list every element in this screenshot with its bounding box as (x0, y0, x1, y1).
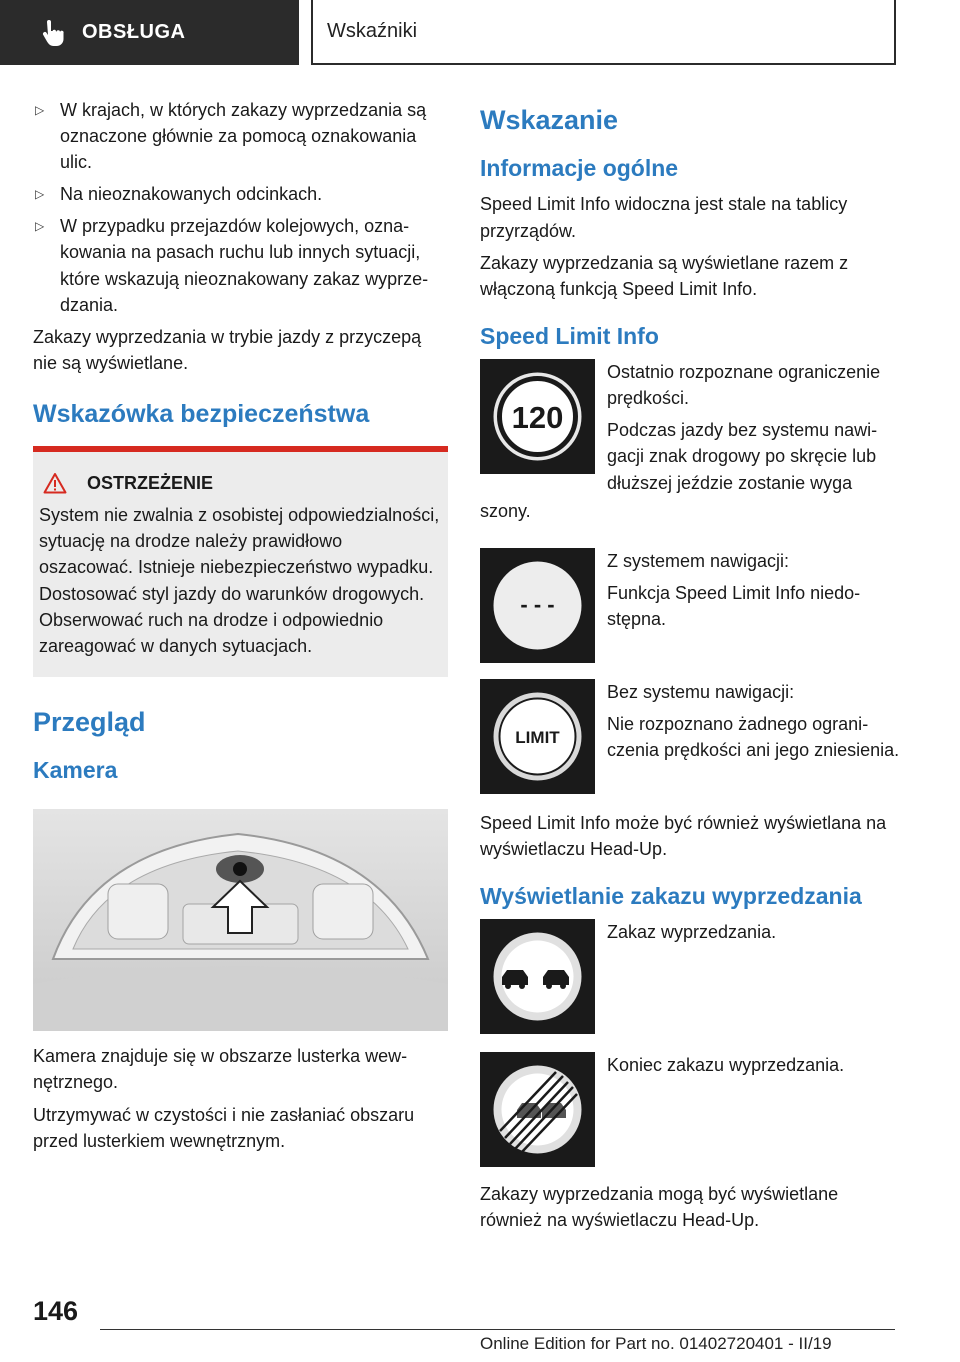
chapter-header (311, 0, 896, 65)
trailer-note: Zakazy wyprzedzania w trybie jazdy z przyczepą nie są wyświetlane. (33, 326, 422, 373)
general-heading: Informacje ogólne (480, 155, 679, 182)
general-text: Zakazy wyprzedzania są wyświetlane razem z włączoną funkcją Speed Limit Info. (480, 252, 849, 299)
left-column (33, 97, 448, 1160)
section-title: OBSŁUGA (82, 21, 186, 43)
camera-heading: Kamera (33, 756, 118, 783)
camera-text: Utrzymywać w czystości i nie zasłaniać obszaru przed lusterkiem wewnętrznym. (33, 1104, 415, 1151)
sign-row (480, 359, 900, 501)
triangle-bullet-icon: ▷ (35, 187, 45, 202)
chapter-title: Wskaźniki (327, 20, 418, 42)
triangle-bullet-icon: ▷ (35, 103, 45, 117)
right-column (480, 97, 900, 1239)
list-item: ▷ W przypadku przejazdów kolejowych, oznakowania na pasach ruchu lub innych sytuacji, które wskazują nieoznakowany zakaz wyprzedzania. (35, 216, 429, 315)
sli-heading: Speed Limit Info (480, 322, 659, 349)
sign-description: Funkcja Speed Limit Info niedostępna. (607, 582, 861, 629)
sign-description: Bez systemu nawigacji: (607, 681, 795, 702)
sign-row (480, 679, 900, 794)
list-item: ▷ Na nieoznakowanych odcinkach. (35, 184, 323, 205)
warning-box (33, 446, 448, 677)
warning-text: System nie zwalnia z osobistej odpowiedzialności, sytuację na drodze należy prawidłowo oszacować. Istnieje niebezpieczeństwo wypadku. Dostosować styl jazdy do warunków drogowych. Obserwować ruch na drodze i odpowiednio zareagować w danych sytuacjach. (39, 505, 440, 656)
speed-limit-none-sign (480, 679, 595, 794)
hud-note: Speed Limit Info może być również wyświetlana na wyświetlaczu Head-Up. (480, 812, 887, 859)
nopass-hud-note: Zakazy wyprzedzania mogą być wyświetlane również na wyświetlaczu Head-Up. (480, 1184, 839, 1231)
footer-edition: Online Edition for Part no. 01402720401 - II/19 (480, 1334, 832, 1353)
sign-value: - - - (520, 591, 555, 617)
camera-text: Kamera znajduje się w obszarze lusterka wewnętrznego. (33, 1046, 408, 1093)
footer-divider (100, 1329, 895, 1330)
triangle-bullet-icon: ▷ (35, 219, 45, 234)
sign-description: Nie rozpoznano żadnego ograniczenia prędkości ani jego zniesienia. (607, 713, 900, 760)
sign-value: LIMIT (515, 727, 560, 747)
sign-row (480, 1052, 900, 1167)
nopass-heading: Wyświetlanie zakazu wyprzedzania (480, 882, 862, 909)
general-text: Speed Limit Info widoczna jest stale na tablicy przyrządów. (480, 194, 848, 241)
section-tab[interactable] (0, 0, 299, 65)
warning-triangle-icon (43, 472, 67, 494)
end-no-overtaking-sign (480, 1052, 595, 1167)
sign-row (480, 919, 900, 1034)
sign-description-continued: szony. (480, 500, 531, 521)
speed-limit-unavailable-sign (480, 548, 595, 663)
warning-title: OSTRZEŻENIE (39, 470, 440, 496)
speed-limit-120-sign (480, 359, 595, 474)
camera-location-image (33, 809, 448, 1031)
sign-description: Ostatnio rozpoznane ograniczenie prędkości. (607, 362, 881, 409)
hand-pointer-icon (36, 18, 66, 48)
sign-description: Z systemem nawigacji: (607, 550, 790, 571)
sign-description: Podczas jazdy bez systemu nawigacji znak drogowy po skręcie lub dłuższej jeździe zostanie wyga (607, 420, 878, 493)
list-item: ▷ W krajach, w których zakazy wyprzedzania są oznaczone głównie za pomocą oznakowania ulic. (35, 100, 427, 173)
sign-description: Zakaz wyprzedzania. (607, 922, 777, 943)
sign-description: Koniec zakazu wyprzedzania. (607, 1055, 845, 1076)
page-number: 146 (33, 1296, 79, 1326)
overview-heading: Przegląd (33, 706, 146, 737)
sign-row (480, 548, 900, 663)
safety-heading: Wskazówka bezpieczeństwa (33, 399, 370, 428)
no-overtaking-sign (480, 919, 595, 1034)
display-heading: Wskazanie (480, 105, 619, 135)
sign-value: 120 (511, 400, 564, 436)
